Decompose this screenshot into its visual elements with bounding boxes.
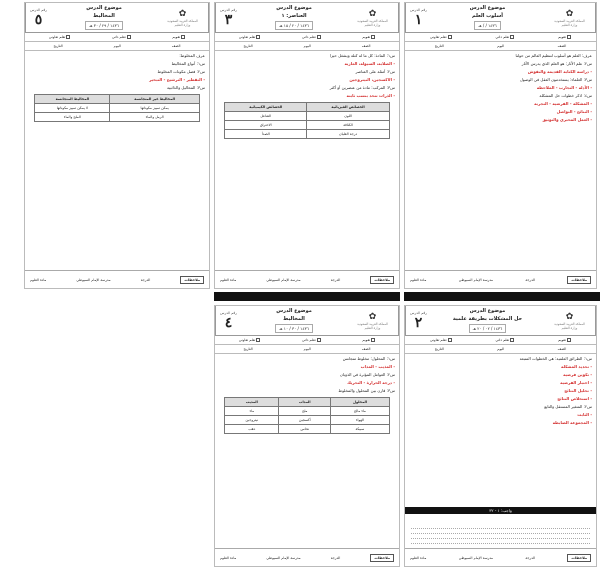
table-cell: الخصائص الكيميائية [225,103,307,112]
table-cell: سبيكة [331,425,390,434]
question-line: س٣: المحاليل والذائبية [167,84,205,90]
class-info-field: اليوم [497,44,505,48]
checkbox-icon[interactable] [317,338,321,342]
checkbox-icon[interactable] [567,35,571,39]
table-cell: المحلول [331,398,390,407]
assessment-option[interactable] [112,35,131,39]
school-logo [347,306,399,335]
answer-table [224,397,390,434]
ministry-sub-label: وزارة التعليم [364,22,381,27]
class-info-field: الصف [361,44,371,48]
sheet-header [215,306,399,336]
assessment-option[interactable] [302,338,321,342]
checkbox-icon[interactable] [127,35,131,39]
ministry-sub-label: وزارة التعليم [174,22,191,27]
assessment-option-label: تعلم ذاتي [495,338,510,342]
assessment-option-label: تعلم تعاوني [430,35,447,39]
assessment-option[interactable] [496,338,515,342]
lesson-title: المخاليط [93,13,115,19]
assessment-option-label: تعلم تعاوني [48,35,66,39]
class-info-field: الصف [361,347,371,351]
question-line: - درجة الحرارة - التحريك [347,379,395,385]
lesson-number: ١ [414,11,423,28]
sheet-footer [405,270,596,288]
assessment-option[interactable] [430,35,452,39]
table-row [225,407,390,416]
notes-tag: ملاحظات [370,276,394,284]
grade-label: الدرجة [330,277,341,282]
class-info-row [405,345,596,354]
lesson-title-block [431,306,544,335]
table-cell: الاحتراق [225,121,307,130]
class-info-row [405,42,596,51]
assessment-option[interactable] [239,338,261,342]
question-line: س٣: قارن بين المحلول والمخلوط [338,387,395,393]
lesson-title: العناصر: ١ [281,13,307,19]
question-line: - دراسة الكتابة القديمة والنقوش [527,68,592,74]
table-row [225,112,390,121]
checkbox-icon[interactable] [567,338,571,342]
sheet-footer [25,270,209,288]
lesson-number-label: رقم الدرس [410,310,427,315]
assessment-option[interactable] [430,338,452,342]
assessment-option-label: تقويم [558,35,567,39]
assessment-option[interactable] [558,35,571,39]
lesson-title-label: موضوع الدرس [469,308,506,314]
assessment-option[interactable] [49,35,71,39]
question-line: - الاكسجين، النيتروجين [349,76,395,82]
table-cell: ماء [225,407,279,416]
question-line: س١: المحلول: مخلوط متجانس [342,355,395,361]
sheet-header [405,3,596,33]
ministry-label: المملكة العربية السعودية [357,18,388,23]
ministry-label: المملكة العربية السعودية [554,18,585,23]
class-info-field: الصف [557,347,567,351]
lesson-number-label: رقم الدرس [220,310,237,315]
grade-label: الدرجة [525,555,535,560]
question-line: س٢: أمثلة على العناصر [355,68,395,74]
table-cell: لا يمكن تمييز مكوناتها [35,104,110,113]
question-line: - الثابت [577,411,592,417]
table-cell: اللون [307,112,390,121]
question-line: س٢: فصل مكونات المخلوط [157,68,205,74]
homework-stripe [405,507,596,514]
class-info-field: اليوم [497,347,505,351]
assessment-option-label: تقويم [362,35,371,39]
table-cell: الملح والماء [35,113,110,122]
subject-name: مادة العلوم [410,277,427,282]
question-line: - تحديد المشكلة [561,363,592,369]
class-info-field: التاريخ [434,347,444,351]
answer-table [224,102,390,139]
table-row [225,130,390,139]
school-name: مدرسة الإمام السيوطي [458,555,493,560]
assessment-option-label: تقويم [172,35,181,39]
worksheet-page [24,2,210,289]
lesson-number: ٥ [34,11,43,28]
lesson-title-label: موضوع الدرس [469,5,506,11]
assessment-option-label: تعلم تعاوني [238,338,256,342]
assessment-option-label: تعلم ذاتي [302,338,316,342]
assessment-option[interactable] [496,35,515,39]
table-cell: يمكن تمييز مكوناتها [110,104,199,113]
lesson-number-block [405,3,431,32]
table-cell: أكسجين [279,416,331,425]
school-name: مدرسة الإمام السيوطي [266,277,301,282]
lesson-title: المخاليط [283,316,305,322]
ministry-sub-label: وزارة التعليم [561,22,578,27]
question-line: س٣: العلماء: يستخدمون العقل في الوصول [519,76,592,82]
table-cell: نيتروجين [225,416,279,425]
table-row [225,398,390,407]
assessment-option-label: تعلم تعاوني [238,35,256,39]
question-line: - تكوين فرضية [563,371,592,377]
logo-mark-icon: ✿ [368,8,377,19]
table-cell: ماء مالح [331,407,390,416]
logo-mark-icon: ✿ [565,8,574,19]
table-cell: المذاب [279,398,331,407]
class-info-field: اليوم [113,44,121,48]
lesson-date: ١٤٣٦ / ٢٠ / ١٥ هـ [275,21,313,30]
class-info-row [25,42,209,51]
lesson-number: ٢ [414,314,423,331]
table-row [35,113,200,122]
question-line: - العمل المخبري والتوثيق [542,116,592,122]
class-info-row [215,42,399,51]
class-info-row [215,345,399,354]
table-cell: الرمل والماء [110,113,199,122]
ministry-label: المملكة العربية السعودية [167,18,198,23]
checkbox-icon[interactable] [448,338,452,342]
sheet-header [25,3,209,33]
question-line: - الأدلة - التجارب - الملاحظة [536,84,592,90]
lesson-title-block [51,3,157,32]
checkbox-icon[interactable] [510,35,514,39]
lesson-number: ٣ [224,11,233,28]
subject-name: مادة العلوم [220,555,237,560]
checkbox-icon[interactable] [510,338,514,342]
subject-name: مادة العلوم [410,555,427,560]
table-cell: الهواء [331,416,390,425]
worksheet-page [214,305,400,567]
lesson-title-block [431,3,544,32]
school-logo [544,306,596,335]
assessment-option-label: تقويم [558,338,567,342]
table-cell: المخاليط غير المتجانسة [110,95,199,104]
table-cell: الخصائص الفيزيائية [307,103,390,112]
question-line: س٣: المركب: مادة من عنصرين أو أكثر [329,84,395,90]
assessment-option-label: تعلم ذاتي [302,35,316,39]
question-line: س١: الطرائق العلمية: هي الخطوات المتبعة [519,355,592,361]
notes-tag: ملاحظات [370,554,394,562]
ministry-sub-label: وزارة التعليم [561,325,578,330]
school-logo [157,3,209,32]
class-info-field: التاريخ [434,44,444,48]
lesson-date: ١٤٣٦ / / هـ [474,21,500,30]
ministry-label: المملكة العربية السعودية [554,321,585,326]
logo-mark-icon: ✿ [368,311,377,322]
lesson-number-block [215,306,241,335]
question-line: - التقطير - الترشيح - التبخير [149,76,205,82]
grade-label: الدرجة [525,277,535,282]
sheet-footer [215,270,399,288]
assessment-row [405,33,596,42]
table-cell: نحاس [279,425,331,434]
question-line: - النتائج - التواصل [556,108,592,114]
checkbox-icon[interactable] [448,35,452,39]
question-line: س٢: المتغير المستقل والتابع [544,403,592,409]
homework-label: واجب: ١ - ٣٢ [489,508,512,513]
checkbox-icon[interactable] [371,35,375,39]
notes-tag: ملاحظات [567,276,591,284]
assessment-row [215,336,399,345]
lesson-number: ٤ [224,314,233,331]
class-info-field: التاريخ [243,44,253,48]
notes-tag: ملاحظات [180,276,204,284]
table-cell: ذهب [225,425,279,434]
grade-label: الدرجة [330,555,341,560]
worksheet-page [404,2,597,289]
class-info-field: التاريخ [243,347,253,351]
question-line: س٤: اذكر خطوات حل المشكلة [539,92,592,98]
question-line: س١: المادة: كل ما له كتلة ويشغل حيزا [329,52,395,58]
school-logo [544,3,596,32]
table-cell: المذيب [225,398,279,407]
assessment-option[interactable] [302,35,321,39]
question-line: س١: أنواع المخاليط [171,60,205,66]
lesson-number-block [405,306,431,335]
logo-mark-icon: ✿ [565,311,574,322]
question-line: س٢: العوامل المؤثرة في الذوبان [339,371,395,377]
sheet-footer [405,548,596,566]
table-cell: المخاليط المتجانسة [35,95,110,104]
worksheet-page [214,2,400,289]
table-row [35,95,200,104]
assessment-option[interactable] [239,35,261,39]
table-row [225,416,390,425]
table-row [225,425,390,434]
class-info-field: الصف [171,44,181,48]
class-info-field: اليوم [303,44,311,48]
question-line: - المجموعة الضابطة [552,419,592,425]
lesson-number-label: رقم الدرس [30,7,47,12]
checkbox-icon[interactable] [181,35,185,39]
sheet-header [215,3,399,33]
assessment-option[interactable] [362,35,375,39]
top-band [214,292,600,301]
table-cell: ملح [279,407,331,416]
table-cell: درجة الغليان [307,130,390,139]
lesson-date: ١٤٣٦ / ٢٩ / ٣٠ هـ [85,21,123,30]
lesson-title-block [241,306,347,335]
class-info-field: اليوم [303,347,311,351]
question-line: عرف: العلم هو أسلوب لتنظيم العالم من حولنا [515,52,592,58]
table-row [35,104,200,113]
subject-name: مادة العلوم [30,277,47,282]
assessment-row [215,33,399,42]
ministry-sub-label: وزارة التعليم [364,325,381,330]
assessment-option-label: تعلم تعاوني [430,338,447,342]
question-line: - اختبار الفرضية [560,379,592,385]
assessment-option[interactable] [558,338,571,342]
question-line: - المذيب - المذاب [360,363,395,369]
table-cell: الكثافة [307,121,390,130]
answer-lines [405,524,596,544]
grade-label: الدرجة [140,277,151,282]
assessment-row [25,33,209,42]
subject-name: مادة العلوم [220,277,237,282]
question-line: - المشكلة - الفرضية - التجربة [534,100,592,106]
worksheet-page [404,305,597,567]
logo-mark-icon: ✿ [178,8,187,19]
question-line: - تحليل النتائج [564,387,592,393]
lesson-number-block [25,3,51,32]
checkbox-icon[interactable] [317,35,321,39]
assessment-option-label: تعلم ذاتي [495,35,510,39]
lesson-number-block [215,3,241,32]
table-row [225,121,390,130]
school-name: مدرسة الإمام السيوطي [266,555,301,560]
assessment-option[interactable] [172,35,185,39]
lesson-number-label: رقم الدرس [220,7,237,12]
question-line: عرف المخلوط: [179,52,205,58]
question-line: - استخلاص النتائج [557,395,592,401]
table-cell: التفاعل [225,112,307,121]
school-logo [347,3,399,32]
table-row [225,103,390,112]
checkbox-icon[interactable] [66,35,70,39]
sheet-footer [215,548,399,566]
lesson-date: ١٤٣٦ / ٠٢ / ٢٠ هـ [469,324,507,333]
school-name: مدرسة الإمام السيوطي [458,277,493,282]
class-info-field: الصف [557,44,567,48]
question-line: س٢: علم الآثار: هو العلم الذي يدرس الآثار [521,60,592,66]
assessment-option-label: تقويم [362,338,371,342]
lesson-title-label: موضوع الدرس [86,5,122,11]
lesson-title-label: موضوع الدرس [276,308,312,314]
question-line: - الصلابة، السيولة، الغازية [344,60,395,66]
lesson-title-label: موضوع الدرس [276,5,312,11]
checkbox-icon[interactable] [256,338,260,342]
sheet-header [405,306,596,336]
checkbox-icon[interactable] [371,338,375,342]
lesson-date: ١٤٣٦ / ٣٠ / ١٠ هـ [275,324,313,333]
lesson-title-block [241,3,347,32]
lesson-title: حل المشكلات بطريقة علمية [452,316,523,322]
school-name: مدرسة الإمام السيوطي [76,277,111,282]
assessment-row [405,336,596,345]
notes-tag: ملاحظات [567,554,591,562]
table-cell: الصدأ [225,130,307,139]
answer-table [34,94,200,122]
assessment-option[interactable] [362,338,375,342]
ministry-label: المملكة العربية السعودية [357,321,388,326]
question-line: - الذرات تتحد بنسب ثابتة [346,92,395,98]
class-info-field: التاريخ [53,44,63,48]
assessment-option-label: تعلم ذاتي [112,35,126,39]
lesson-title: أسلوب العلم [472,13,503,19]
lesson-number-label: رقم الدرس [410,7,427,12]
checkbox-icon[interactable] [256,35,260,39]
